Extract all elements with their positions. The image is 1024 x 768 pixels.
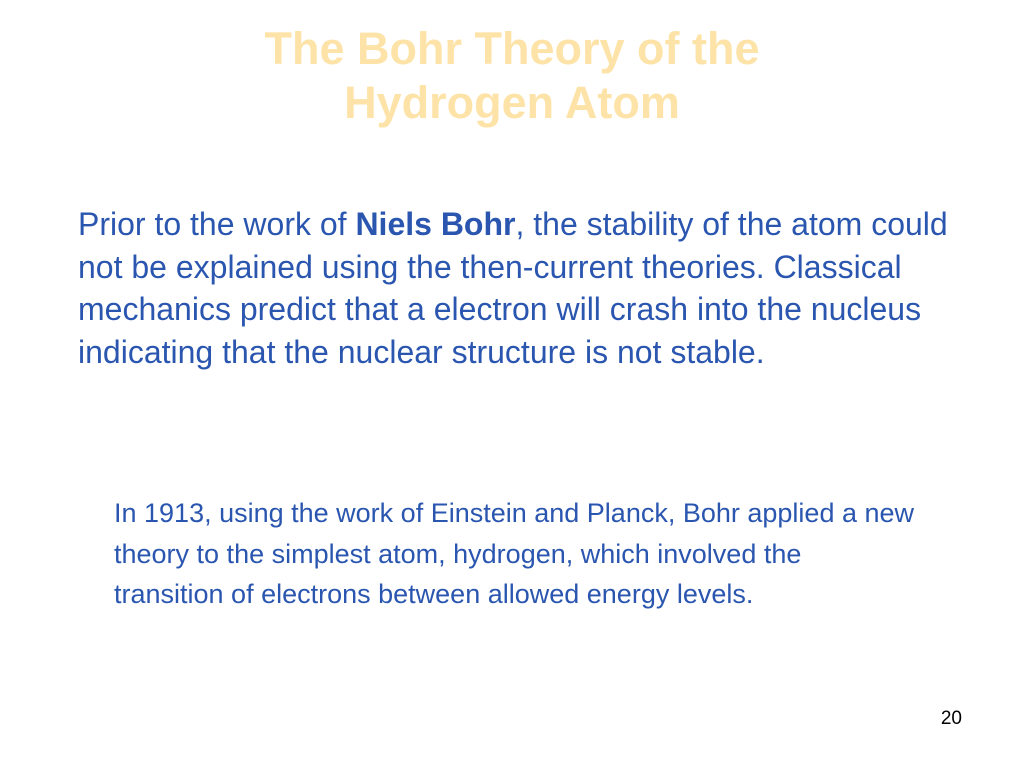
slide-title-line-2: Hydrogen Atom [344, 77, 680, 128]
slide-title-line-1: The Bohr Theory of the [264, 23, 760, 74]
page-number: 20 [940, 708, 962, 729]
intro-text-before: Prior to the work of [78, 206, 356, 242]
intro-text-after: , the stability of the atom could not be explained using the then-current theories. Classical mechanics predict that a electron will crash into the nucleus indicating that the nuclear structure is not stable. [78, 206, 948, 370]
bohr-1913-paragraph: In 1913, using the work of Einstein and Planck, Bohr applied a new theory to the simplest atom, hydrogen, which involved the transition of electrons between allowed energy levels. [114, 498, 915, 609]
niels-bohr-emphasis: Niels Bohr [355, 206, 516, 242]
slide-title [112, 22, 912, 130]
intro-paragraph [78, 203, 948, 373]
